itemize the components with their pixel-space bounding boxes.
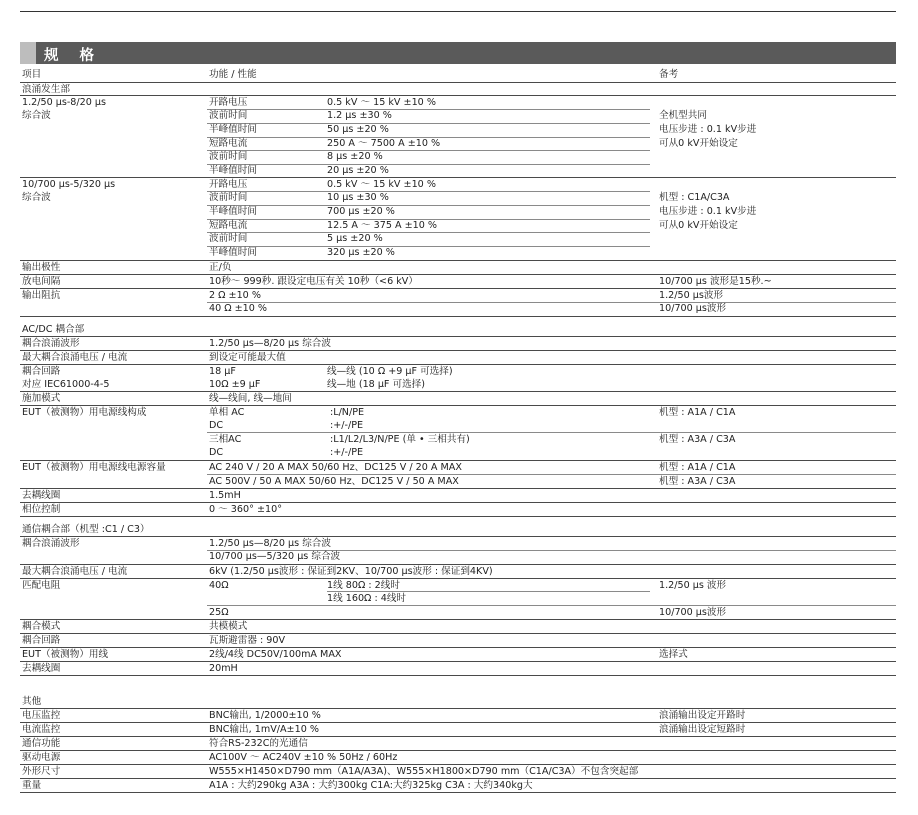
spec-param: 波前时间 — [209, 110, 248, 121]
spec-param: 半峰值时间 — [209, 124, 257, 135]
combo2-name-2: 综合波 — [22, 192, 51, 203]
comm-circuit-label: 耦合回路 — [22, 635, 61, 646]
divider — [20, 336, 896, 337]
comm-eut-value: 2线/4线 DC50V/100mA MAX — [209, 649, 342, 660]
other-label: 外形尺寸 — [22, 766, 61, 777]
eut-line-type: DC — [209, 447, 224, 458]
spec-value: 1.2 μs ±30 % — [327, 110, 392, 121]
eut-line-conf: :L1/L2/L3/N/PE (单 • 三相共有) — [330, 434, 470, 445]
row-line — [207, 302, 896, 303]
match-label: 匹配电阻 — [22, 580, 61, 591]
divider — [20, 578, 896, 579]
other-label: 通信功能 — [22, 738, 61, 749]
impedance-note: 10/700 μs波形 — [659, 303, 727, 314]
eut-line-conf: :+/-/PE — [330, 420, 364, 431]
section-title-bar — [20, 42, 896, 64]
spec-value: 10 μs ±30 % — [327, 192, 389, 203]
combo1-note: 可从0 kV开始设定 — [659, 138, 738, 149]
comm-mode-value: 共模模式 — [209, 621, 248, 632]
other-value: A1A : 大约290kg A3A : 大约300kg C1A:大约325kg C3A : 大约340kg大 — [209, 780, 533, 791]
decoupling-label: 去耦线圈 — [22, 490, 61, 501]
row-line — [207, 205, 650, 206]
spec-param: 半峰值时间 — [209, 247, 257, 258]
acdc-mode-label: 施加模式 — [22, 393, 61, 404]
polarity-label: 输出极性 — [22, 262, 61, 273]
section-surge: 浪涌发生部 — [22, 84, 70, 95]
title-accent-block — [20, 42, 36, 64]
comm-maxvi-label: 最大耦合浪涌电压 / 电流 — [22, 566, 128, 577]
divider — [20, 350, 896, 351]
comm-waveform-value: 10/700 μs—5/320 μs 综合波 — [209, 551, 341, 562]
divider — [20, 177, 896, 178]
divider — [20, 536, 896, 537]
interval-note: 10/700 μs 波形是15秒.~ — [659, 276, 772, 287]
acdc-label: 最大耦合浪涌电压 / 电流 — [22, 352, 128, 363]
impedance-note: 1.2/50 μs波形 — [659, 290, 724, 301]
divider — [20, 516, 896, 517]
spec-param: 短路电流 — [209, 220, 248, 231]
section-acdc: AC/DC 耦合部 — [22, 324, 85, 335]
eut-line-type: DC — [209, 420, 224, 431]
spec-value: 700 μs ±20 % — [327, 206, 395, 217]
divider — [20, 708, 896, 709]
divider — [20, 792, 896, 793]
comm-decoupling-value: 20mH — [209, 663, 238, 674]
divider — [20, 405, 896, 406]
divider — [20, 619, 896, 620]
spec-param: 短路电流 — [209, 138, 248, 149]
capacity-note: 机型 : A1A / C1A — [659, 462, 736, 473]
capacity-note: 机型 : A3A / C3A — [659, 476, 736, 487]
spec-value: 0.5 kV ～ 15 kV ±10 % — [327, 97, 436, 108]
spec-param: 波前时间 — [209, 192, 248, 203]
comm-mode-label: 耦合模式 — [22, 621, 61, 632]
decoupling-value: 1.5mH — [209, 490, 241, 501]
header-function: 功能 / 性能 — [209, 69, 257, 80]
impedance-value: 40 Ω ±10 % — [209, 303, 268, 314]
interval-value: 10秒～ 999秒. 跟设定电压有关 10秒（<6 kV） — [209, 276, 418, 287]
acdc-circuit-option: 线—地 (18 μF 可选择) — [327, 379, 426, 390]
other-value: W555×H1450×D790 mm（A1A/A3A)、W555×H1800×D790 mm（C1A/C3A）不包含突起部 — [209, 766, 639, 777]
header-note: 备考 — [659, 69, 679, 80]
eut-line-conf: :L/N/PE — [330, 407, 365, 418]
row-line — [207, 109, 650, 110]
divider — [20, 647, 896, 648]
phase-label: 相位控制 — [22, 504, 61, 515]
spec-value: 250 A ～ 7500 A ±10 % — [327, 138, 441, 149]
other-value: BNC输出, 1mV/A±10 % — [209, 724, 319, 735]
eut-line-type: 单相 AC — [209, 407, 245, 418]
capacity-value: AC 240 V / 20 A MAX 50/60 Hz、DC125 V / 20 A MAX — [209, 462, 462, 473]
spec-param: 半峰值时间 — [209, 206, 257, 217]
capacity-value: AC 500V / 50 A MAX 50/60 Hz、DC125 V / 50 A MAX — [209, 476, 459, 487]
section-other: 其他 — [22, 696, 42, 707]
eut-line-conf: :+/-/PE — [330, 447, 364, 458]
acdc-circuit-label-2: 对应 IEC61000-4-5 — [22, 379, 110, 390]
divider — [20, 316, 896, 317]
spec-param: 半峰值时间 — [209, 165, 257, 176]
acdc-circuit-option: 线—线 (10 Ω +9 μF 可选择) — [327, 366, 453, 377]
row-line — [207, 246, 650, 247]
spec-value: 8 μs ±20 % — [327, 151, 383, 162]
impedance-label: 输出阻抗 — [22, 290, 61, 301]
other-label: 重量 — [22, 780, 42, 791]
eut-line-label: EUT（被测物）用电源线构成 — [22, 407, 147, 418]
comm-waveform-label: 耦合浪涌波形 — [22, 538, 80, 549]
other-label: 驱动电源 — [22, 752, 61, 763]
other-value: BNC输出, 1/2000±10 % — [209, 710, 321, 721]
acdc-label: 耦合浪涌波形 — [22, 338, 80, 349]
spec-param: 波前时间 — [209, 151, 248, 162]
combo1-name-2: 综合波 — [22, 110, 51, 121]
eut-line-note: 机型 : A1A / C1A — [659, 407, 736, 418]
spec-value: 50 μs ±20 % — [327, 124, 389, 135]
combo2-note: 机型 : C1A/C3A — [659, 192, 730, 203]
spec-param: 开路电压 — [209, 179, 248, 190]
divider — [20, 391, 896, 392]
combo2-note: 电压步进 : 0.1 kV步进 — [659, 206, 757, 217]
match-option: 1线 160Ω : 4线时 — [327, 593, 407, 604]
combo1-name: 1.2/50 μs-8/20 μs — [22, 97, 107, 108]
impedance-value: 2 Ω ±10 % — [209, 290, 261, 301]
section-comm: 通信耦合部（机型 :C1 / C3） — [22, 524, 150, 535]
spec-value: 0.5 kV ～ 15 kV ±10 % — [327, 179, 436, 190]
divider — [20, 722, 896, 723]
row-line — [207, 191, 650, 192]
divider — [20, 260, 896, 261]
other-note: 浪涌输出设定短路时 — [659, 724, 746, 735]
row-line — [207, 605, 896, 606]
capacity-label: EUT（被测物）用电源线电源容量 — [22, 462, 166, 473]
comm-eut-note: 选择式 — [659, 649, 688, 660]
divider — [20, 488, 896, 489]
combo1-note: 电压步进 : 0.1 kV步进 — [659, 124, 757, 135]
combo2-note: 可从0 kV开始设定 — [659, 220, 738, 231]
comm-maxvi-value: 6kV (1.2/50 μs波形 : 保证到2KV、10/700 μs波形 : 保证到4KV) — [209, 566, 493, 577]
spec-value: 12.5 A ～ 375 A ±10 % — [327, 220, 438, 231]
divider — [20, 736, 896, 737]
row-line — [207, 150, 650, 151]
acdc-value: 1.2/50 μs—8/20 μs 综合波 — [209, 338, 331, 349]
row-line — [207, 432, 896, 433]
other-value: 符合RS-232C的光通信 — [209, 738, 308, 749]
other-label: 电流监控 — [22, 724, 61, 735]
spec-param: 开路电压 — [209, 97, 248, 108]
row-line — [207, 232, 650, 233]
divider — [20, 633, 896, 634]
combo2-name: 10/700 μs-5/320 μs — [22, 179, 116, 190]
row-line — [207, 164, 650, 165]
comm-circuit-value: 瓦斯避雷器 : 90V — [209, 635, 286, 646]
other-label: 电压监控 — [22, 710, 61, 721]
eut-line-note: 机型 : A3A / C3A — [659, 434, 736, 445]
match-value: 40Ω — [209, 580, 229, 591]
spec-value: 20 μs ±20 % — [327, 165, 389, 176]
acdc-value: 到设定可能最大值 — [209, 352, 286, 363]
match-note: 1.2/50 μs 波形 — [659, 580, 727, 591]
divider — [20, 502, 896, 503]
divider — [20, 675, 896, 676]
divider — [20, 288, 896, 289]
combo1-note: 全机型共同 — [659, 110, 707, 121]
other-value: AC100V ～ AC240V ±10 % 50Hz / 60Hz — [209, 752, 398, 763]
divider — [20, 82, 896, 83]
match-value: 25Ω — [209, 607, 229, 618]
divider — [20, 661, 896, 662]
divider — [20, 364, 896, 365]
divider — [20, 95, 896, 96]
comm-decoupling-label: 去耦线圈 — [22, 663, 61, 674]
row-line — [207, 123, 650, 124]
acdc-circuit-value: 18 μF — [209, 366, 236, 377]
other-note: 浪涌输出设定开路时 — [659, 710, 746, 721]
acdc-circuit-value: 10Ω ±9 μF — [209, 379, 261, 390]
comm-eut-label: EUT（被测物）用线 — [22, 649, 109, 660]
header-item: 项目 — [22, 69, 42, 80]
spec-value: 5 μs ±20 % — [327, 233, 383, 244]
match-option: 1线 80Ω : 2线时 — [327, 580, 400, 591]
eut-line-type: 三相AC — [209, 434, 242, 445]
comm-waveform-value: 1.2/50 μs—8/20 μs 综合波 — [209, 538, 331, 549]
phase-value: 0 ～ 360° ±10° — [209, 504, 282, 515]
spec-value: 320 μs ±20 % — [327, 247, 395, 258]
spec-param: 波前时间 — [209, 233, 248, 244]
top-rule — [20, 11, 896, 12]
page-title: 规 格 — [44, 48, 103, 64]
polarity-value: 正/负 — [209, 262, 232, 273]
divider — [20, 750, 896, 751]
interval-label: 放电间隔 — [22, 276, 61, 287]
acdc-circuit-label: 耦合回路 — [22, 366, 61, 377]
match-note: 10/700 μs波形 — [659, 607, 727, 618]
acdc-mode-value: 线—线间, 线—地间 — [209, 393, 292, 404]
